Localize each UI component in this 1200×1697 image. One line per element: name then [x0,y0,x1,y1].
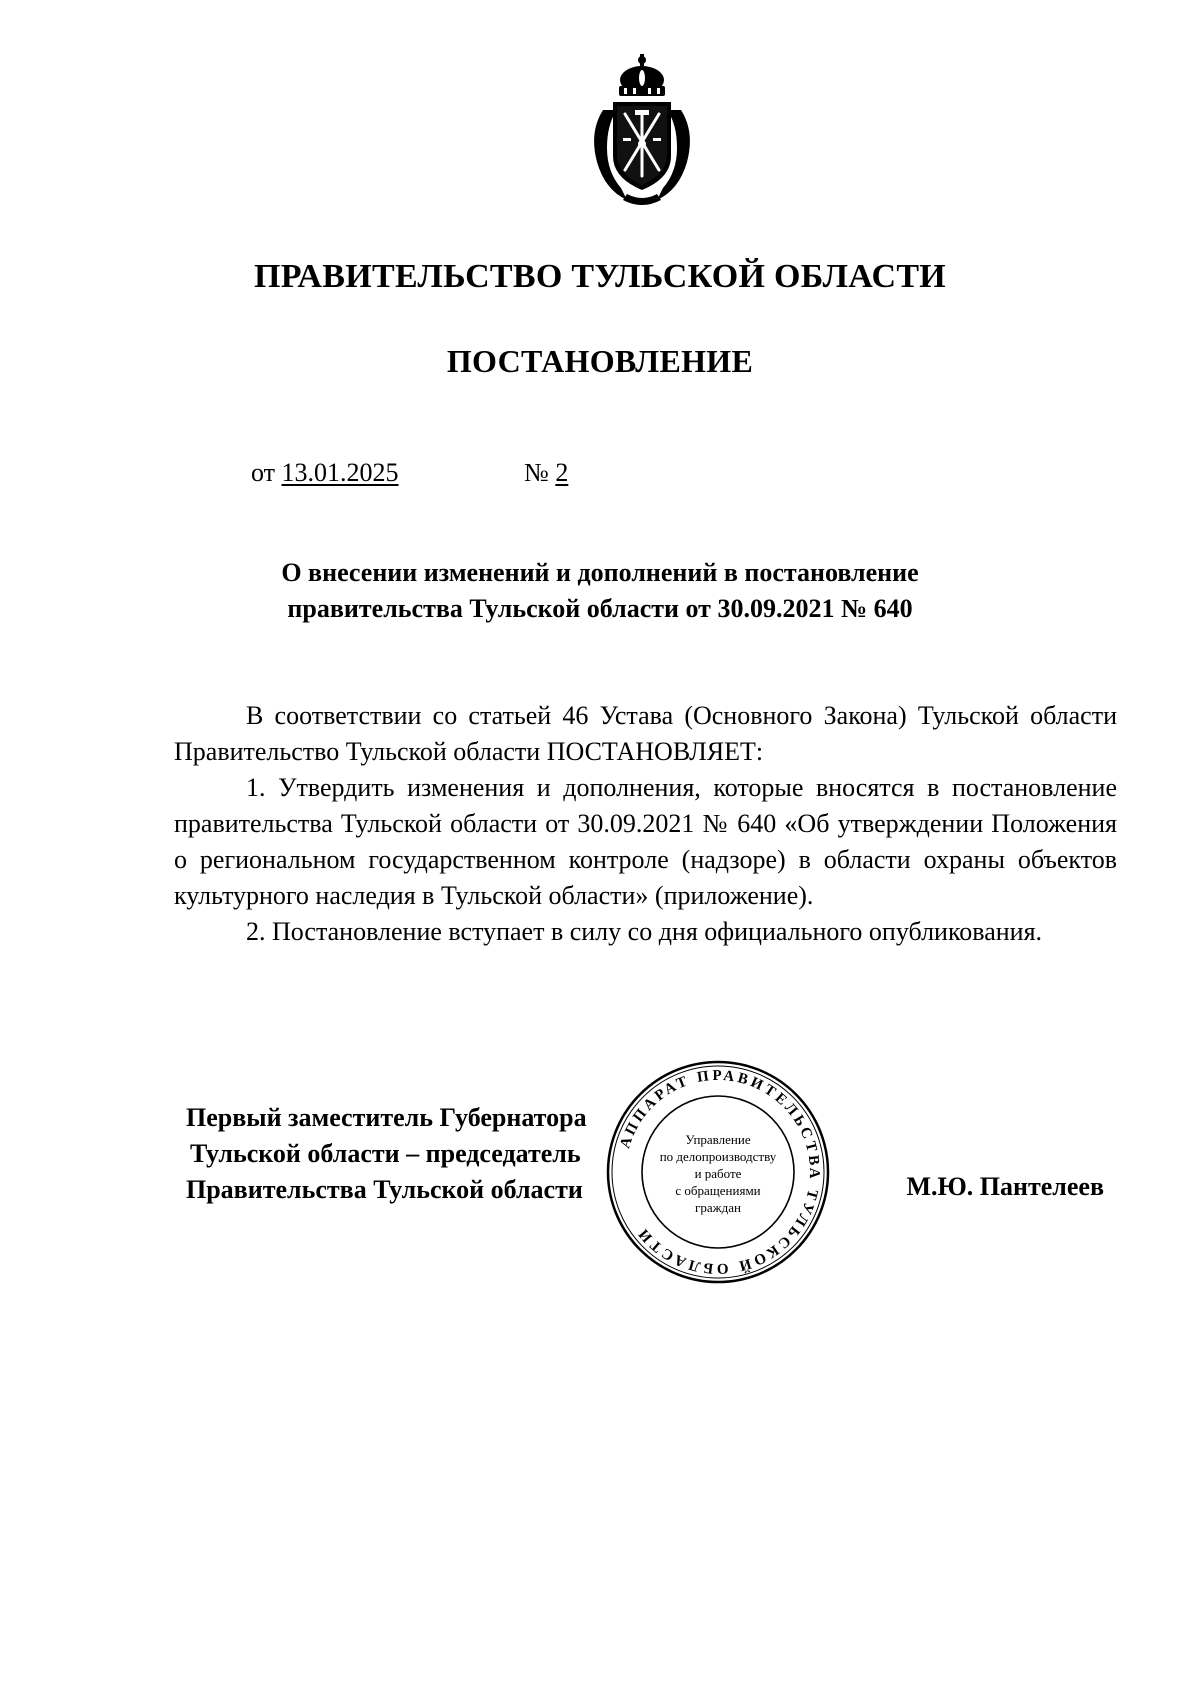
signatory-name: М.Ю. Пантелеев [906,1172,1104,1201]
subject-line-1: О внесении изменений и дополнений в постановление [281,558,919,587]
tula-coat-of-arms-icon [583,52,701,212]
stamp-line: с обращениями [675,1183,761,1198]
document-subject [0,555,1200,627]
position-line-3: Правительства Тульской области [186,1175,583,1204]
stamp-line: по делопроизводству [659,1149,777,1164]
signatory-position [186,1100,587,1208]
stamp-line: и работе [694,1166,742,1181]
position-line-1: Первый заместитель Губернатора [186,1103,587,1132]
document-body [174,698,1117,950]
document-number [524,458,568,488]
number-prefix: № [524,458,549,487]
stamp-line: граждан [695,1200,741,1215]
stamp-ring-text: АППАРАТ ПРАВИТЕЛЬСТВА ТУЛЬСКОЙ ОБЛАСТИ [617,1067,823,1277]
document-type: ПОСТАНОВЛЕНИЕ [446,343,754,379]
date-prefix: от [251,458,276,487]
stamp-line: Управление [685,1132,751,1147]
preamble-paragraph: В соответствии со статьей 46 Устава (Основного Закона) Тульской области Правительство Тульской области ПОСТАНОВЛЯЕТ: [174,701,1117,766]
stamp-center-text [648,1131,788,1216]
date-value: 13.01.2025 [281,458,399,487]
number-value: 2 [555,458,569,487]
government-name: ПРАВИТЕЛЬСТВО ТУЛЬСКОЙ ОБЛАСТИ [253,258,947,295]
item-2-paragraph: 2. Постановление вступает в силу со дня официального опубликования. [246,917,1043,946]
document-date [251,458,399,488]
position-line-2: Тульской области – председатель [190,1139,581,1168]
item-1-paragraph: 1. Утвердить изменения и дополнения, которые вносятся в постановление правительства Тульской области от 30.09.2021 № 640 «Об утверждении Положения о региональном государственном контроле (надзоре) в области охраны объектов культурного наследия в Тульской области» (приложение). [174,773,1117,910]
subject-line-2: правительства Тульской области от 30.09.2021 № 640 [287,594,913,623]
